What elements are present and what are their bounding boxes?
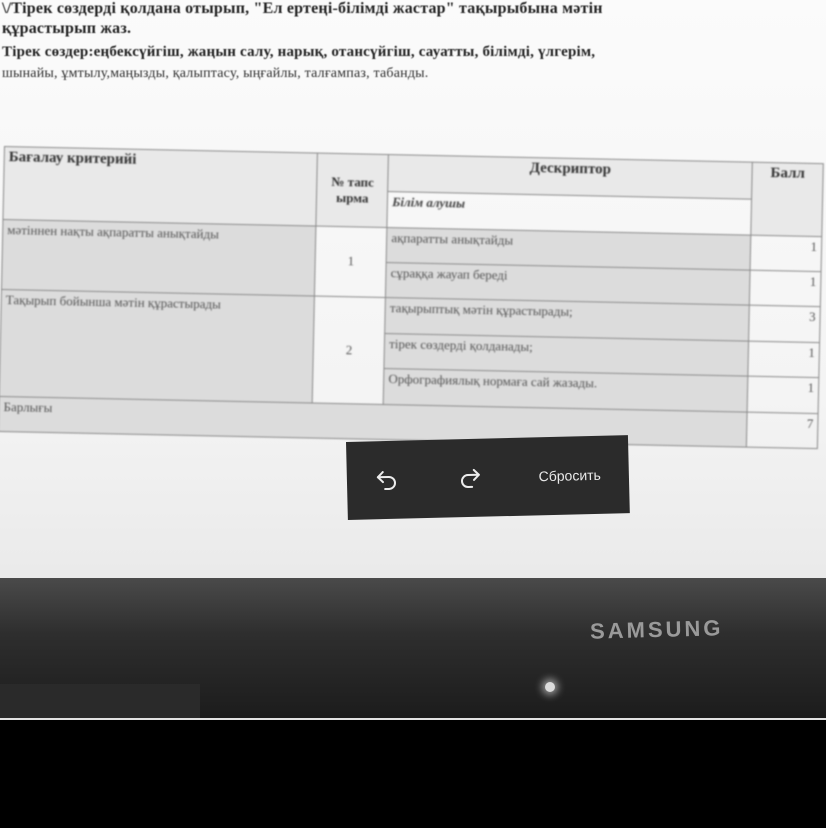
reset-button[interactable] <box>532 455 607 497</box>
assessment-table <box>0 146 824 449</box>
header-score: Балл <box>751 162 823 236</box>
redo-button[interactable] <box>449 458 490 499</box>
reset-label: Сбросить <box>538 466 602 485</box>
row1-descriptor-2: сұраққа жауап береді <box>386 262 751 305</box>
header-criteria: Бағалау критерийі <box>3 147 318 226</box>
row2-score-3: 1 <box>747 376 819 413</box>
row1-criterion: мәтіннен нақты ақпаратты анықтайды <box>1 219 316 296</box>
row2-criterion: Тақырып бойынша мәтін құрастырады <box>0 290 315 403</box>
black-letterbox <box>0 720 826 828</box>
row2-descriptor-3: Орфографиялық нормаға сай жазады. <box>383 369 748 412</box>
header-descriptor-sub: Білім алушы <box>387 192 752 235</box>
row1-score-2: 1 <box>750 270 822 307</box>
row2-score-2: 1 <box>748 341 820 378</box>
desk-edge <box>0 684 200 718</box>
task-instruction-line-1: \/Тірек сөздерді қолдана отырып, "Ел ертеңі-білімді жастар" тақырыбына мәтін <box>2 0 603 17</box>
row2-descriptor-2: тірек сөздерді қолданады; <box>384 333 749 376</box>
redo-arrow-icon <box>456 463 483 493</box>
row1-task-number: 1 <box>315 226 387 298</box>
edit-toolbar <box>346 435 630 520</box>
support-words-line-1: Тірек сөздер:еңбексүйгіш, жаңын салу, нарық, отансүйгіш, сауатты, білімді, үлгерім, <box>2 44 596 60</box>
support-words-line-2: шынайы, ұмтылу,маңызды, қалыптасу, ыңғайлы, талғампаз, табанды. <box>2 66 429 81</box>
header-descriptor: Дескриптор <box>388 155 753 200</box>
power-led-icon <box>545 682 555 692</box>
row1-score-1: 1 <box>750 235 822 272</box>
row2-score-1: 3 <box>749 305 821 342</box>
total-score: 7 <box>747 412 819 449</box>
row1-descriptor-1: ақпаратты анықтайды <box>386 227 751 270</box>
row2-task-number: 2 <box>313 296 386 404</box>
monitor-brand-logo: SAMSUNG <box>589 615 724 644</box>
total-label: Барлығы <box>0 396 747 447</box>
task-instruction-line-2: құрастырып жаз. <box>2 20 132 37</box>
undo-arrow-icon <box>374 465 401 495</box>
row2-descriptor-1: тақырыптық мәтін құрастырады; <box>385 298 750 341</box>
header-task-number: № тапс ырма <box>316 153 388 227</box>
undo-button[interactable] <box>366 460 407 501</box>
